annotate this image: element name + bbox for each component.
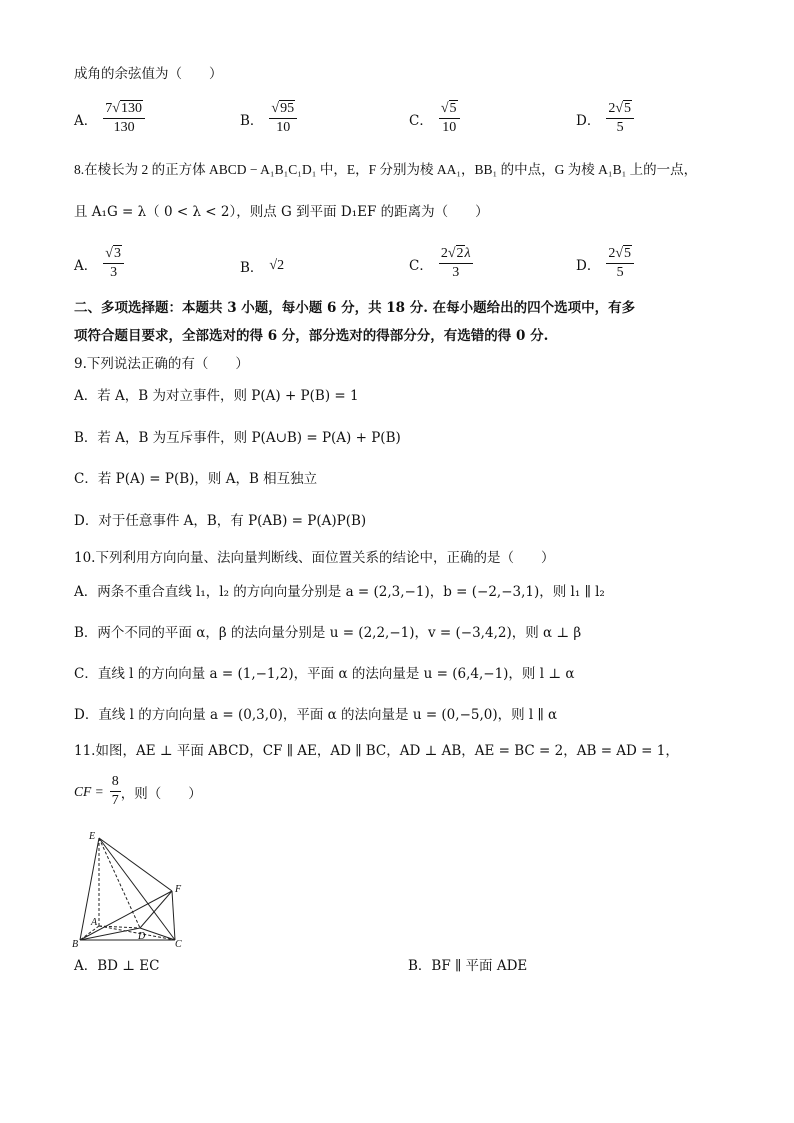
label-e: E	[89, 831, 96, 842]
q8-stem-line1: 8.在棱长为 2 的正方体 ABCD − A₁B₁C₁D₁ 中，E，F 分别为棱 AA₁，BB₁ 的中点，G 为棱 A₁B₁ 上的一点，	[74, 162, 698, 177]
q8-option-d: D． $\frac{2√5}{5}$	[576, 246, 634, 281]
q10-option-d: D．直线 l 的方向向量 a = (0,3,0)，平面 α 的法向量是 u = (0,−5,0)，则 l ∥ α	[74, 707, 558, 723]
q7-stem-tail: 成角的余弦值为（ ）	[74, 66, 223, 82]
q10-option-b: B．两个不同的平面 α，β 的法向量分别是 u = (2,2,−1)，v = (−3,4,2)，则 α ⊥ β	[74, 625, 582, 641]
q11-stem-line1: 11.如图，AE ⊥ 平面 ABCD，CF ∥ AE，AD ∥ BC，AD ⊥ AB，AE = BC = 2，AB = AD = 1，	[74, 743, 679, 759]
q8-stem-line2: 且 A₁G = λ（ 0 < λ < 2），则点 G 到平面 D₁EF 的距离为（ ）	[74, 204, 489, 220]
q10-option-a: A．两条不重合直线 l₁，l₂ 的方向向量分别是 a = (2,3,−1)，b = (−2,−3,1)，则 l₁ ∥ l₂	[74, 584, 605, 600]
q8-option-b: B． √2	[240, 258, 285, 276]
section2-heading-line1: 二、多项选择题：本题共 3 小题，每小题 6 分，共 18 分. 在每小题给出的四个选项中，有多	[74, 300, 636, 316]
q10-option-c: C．直线 l 的方向向量 a = (1,−1,2)，平面 α 的法向量是 u = (6,4,−1)，则 l ⊥ α	[74, 666, 575, 682]
q7-option-a: A． $\frac{7√130}{130}$	[74, 101, 145, 136]
q7-option-b: B． $\frac{√95}{10}$	[240, 101, 297, 136]
q11-option-b: B．BF ∥ 平面 ADE	[408, 958, 528, 974]
edge-dc	[140, 928, 175, 940]
section2-heading-line2: 项符合题目要求，全部选对的得 6 分，部分选对的得部分分，有选错的得 0 分.	[74, 328, 549, 344]
q9-option-d: D．对于任意事件 A，B，有 P(AB) = P(A)P(B)	[74, 513, 367, 529]
q9-option-c: C．若 P(A) = P(B)，则 A，B 相互独立	[74, 471, 318, 487]
label-c: C	[175, 939, 182, 950]
q7-option-c: C． $\frac{√5}{10}$	[409, 101, 460, 136]
edge-ef	[99, 838, 172, 891]
label-d: D	[138, 931, 146, 942]
q9-option-b: B．若 A，B 为互斥事件，则 P(A∪B) = P(A) + P(B)	[74, 430, 401, 446]
q8-option-c: C． $\frac{2√2\lambda}{3}$	[409, 246, 471, 280]
q10-stem: 10.下列利用方向向量、法向量判断线、面位置关系的结论中，正确的是（ ）	[74, 550, 555, 566]
edge-ed	[99, 838, 140, 928]
q9-stem: 9.下列说法正确的有（ ）	[74, 356, 249, 372]
q8-option-a: A． $\frac{√3}{3}$	[74, 246, 124, 281]
edge-bd	[80, 928, 140, 940]
pyramid-diagram	[72, 826, 192, 950]
edge-ec	[99, 838, 175, 940]
q11-option-a: A．BD ⊥ EC	[74, 958, 160, 974]
q9-option-a: A．若 A，B 为对立事件，则 P(A) + P(B) = 1	[74, 388, 359, 404]
q7-option-d: D． $\frac{2√5}{5}$	[576, 101, 634, 136]
q11-stem-line2: CF = $\frac{8}{7}$ ，则（ ）	[74, 774, 202, 808]
label-a: A	[91, 917, 98, 928]
edge-df	[140, 891, 172, 928]
label-b: B	[72, 939, 79, 950]
edge-fc	[172, 891, 175, 940]
label-f: F	[175, 884, 182, 895]
q11-figure	[72, 826, 192, 954]
